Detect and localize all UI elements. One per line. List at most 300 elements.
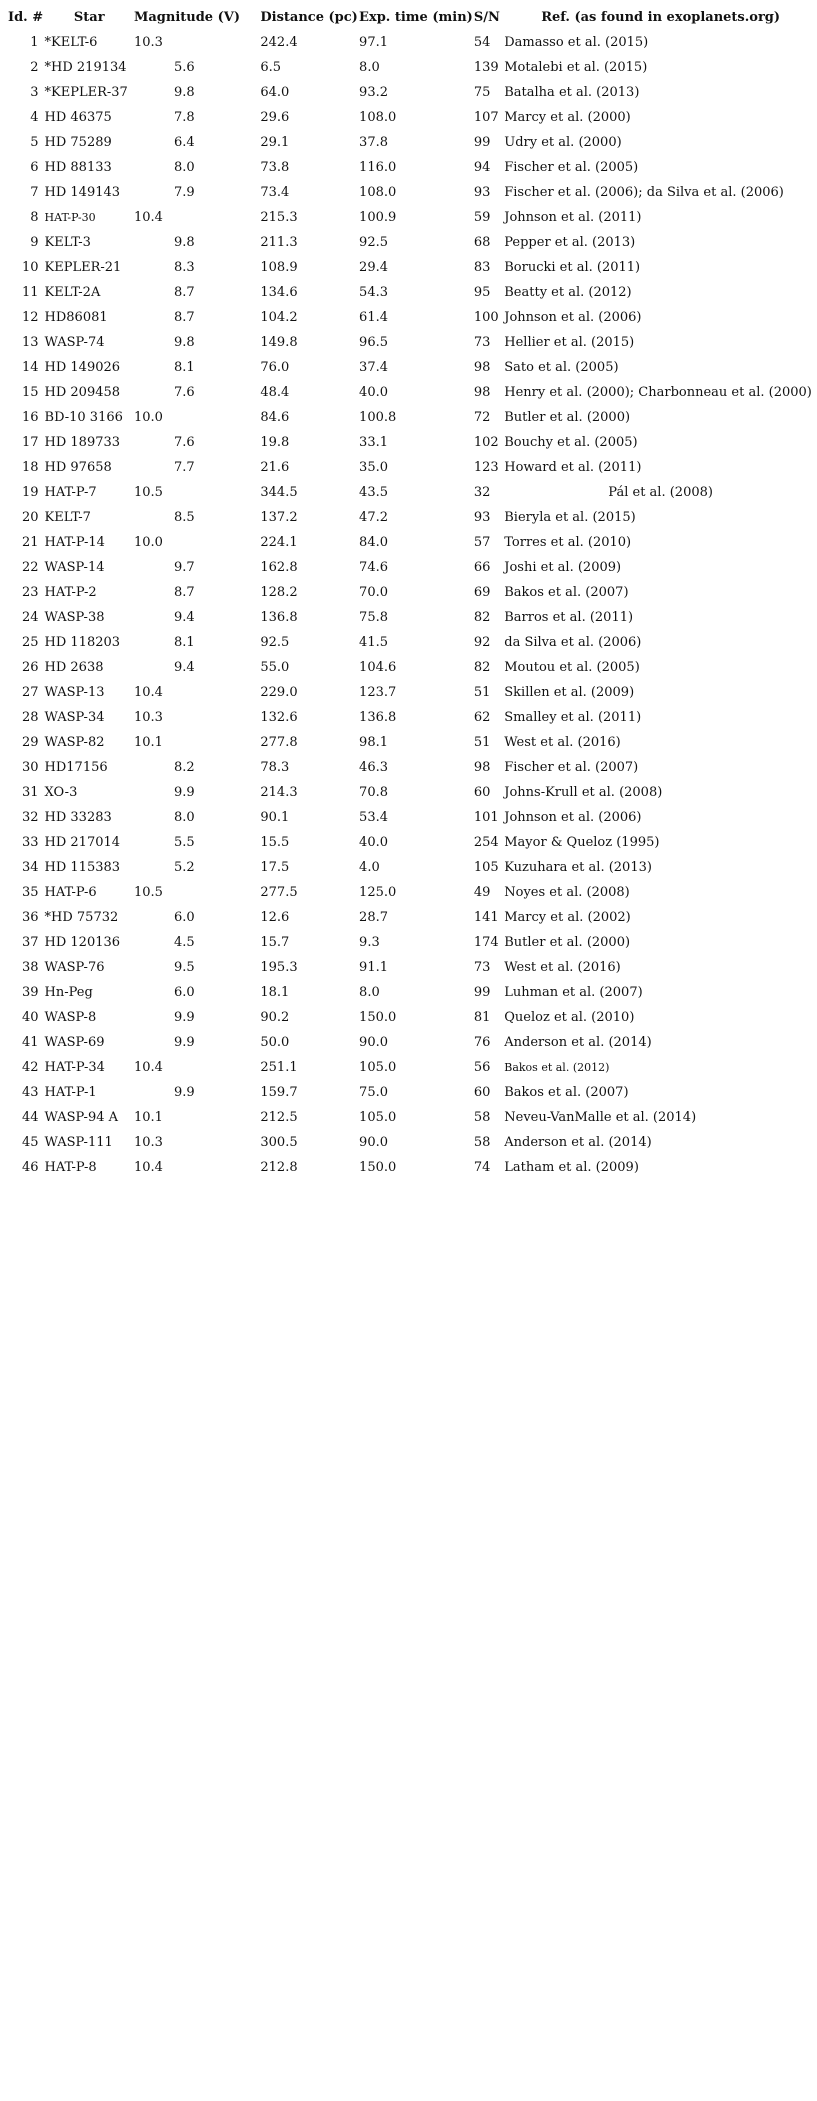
cell-id: 16 [21,410,39,425]
table-row [2,305,817,330]
cell-exposure-time: 75.0 [359,1085,388,1100]
cell-exposure-time: 46.3 [359,760,388,775]
table-row [2,1080,817,1105]
cell-distance: 214.3 [260,785,298,800]
cell-star: HD 46375 [44,110,112,125]
cell-id: 32 [21,810,39,825]
cell-signal-to-noise: 93 [473,185,491,200]
cell-magnitude: 7.6 [173,385,195,400]
cell-signal-to-noise: 73 [473,960,491,975]
cell-magnitude: 8.7 [173,585,195,600]
cell-star: KELT-2A [44,285,101,300]
cell-distance: 76.0 [260,360,290,375]
cell-id: 17 [21,435,39,450]
cell-exposure-time: 40.0 [359,385,388,400]
cell-signal-to-noise: 62 [473,710,491,725]
cell-magnitude: 10.5 [133,885,163,900]
cell-exposure-time: 53.4 [359,810,388,825]
cell-distance: 17.5 [260,860,290,875]
cell-reference: Motalebi et al. (2015) [504,60,648,75]
table-row [2,1055,817,1080]
cell-id: 41 [21,1035,39,1050]
cell-id: 21 [21,535,39,550]
cell-reference: Skillen et al. (2009) [504,685,635,700]
cell-star: HD 88133 [44,160,112,175]
cell-signal-to-noise: 254 [473,835,499,850]
cell-star: HD 75289 [44,135,112,150]
cell-distance: 18.1 [260,985,290,1000]
table-row [2,430,817,455]
cell-signal-to-noise: 101 [473,810,499,825]
table-row [2,530,817,555]
cell-magnitude: 5.5 [173,835,195,850]
cell-star: HAT-P-30 [44,211,96,224]
cell-exposure-time: 91.1 [359,960,388,975]
table-row [2,580,817,605]
cell-signal-to-noise: 54 [473,35,491,50]
cell-distance: 212.8 [260,1160,298,1175]
cell-exposure-time: 90.0 [359,1035,388,1050]
cell-signal-to-noise: 74 [473,1160,491,1175]
cell-star: HAT-P-6 [44,885,97,900]
cell-id: 11 [21,285,39,300]
cell-magnitude: 10.0 [133,535,163,550]
cell-distance: 277.5 [260,885,298,900]
cell-id: 37 [21,935,39,950]
cell-distance: 229.0 [260,685,298,700]
cell-reference: West et al. (2016) [504,735,621,750]
cell-id: 31 [21,785,39,800]
cell-star: HD 209458 [44,385,121,400]
cell-signal-to-noise: 58 [473,1110,491,1125]
cell-id: 19 [21,485,39,500]
cell-reference: da Silva et al. (2006) [504,635,642,650]
cell-signal-to-noise: 58 [473,1135,491,1150]
cell-id: 25 [21,635,39,650]
table-row [2,505,817,530]
cell-magnitude: 8.5 [173,510,195,525]
cell-distance: 159.7 [260,1085,298,1100]
cell-signal-to-noise: 51 [473,735,491,750]
cell-id: 22 [21,560,39,575]
cell-distance: 224.1 [260,535,298,550]
cell-distance: 251.1 [260,1060,298,1075]
cell-reference: Barros et al. (2011) [504,610,634,625]
cell-signal-to-noise: 98 [473,360,491,375]
cell-exposure-time: 33.1 [359,435,388,450]
cell-magnitude: 10.4 [133,1060,163,1075]
cell-reference: Fischer et al. (2005) [504,160,639,175]
cell-distance: 64.0 [260,85,290,100]
cell-star: WASP-74 [44,335,105,350]
cell-star: HD 118203 [44,635,121,650]
cell-exposure-time: 98.1 [359,735,388,750]
cell-exposure-time: 90.0 [359,1135,388,1150]
cell-reference: Mayor & Queloz (1995) [504,835,660,850]
cell-exposure-time: 8.0 [359,985,380,1000]
cell-signal-to-noise: 99 [473,135,491,150]
cell-distance: 12.6 [260,910,290,925]
cell-reference: Bieryla et al. (2015) [504,510,636,525]
cell-magnitude: 9.7 [173,560,195,575]
cell-star: WASP-14 [44,560,105,575]
table-row [2,555,817,580]
cell-star: WASP-8 [44,1010,97,1025]
cell-exposure-time: 96.5 [359,335,388,350]
cell-id: 34 [21,860,39,875]
cell-star: HAT-P-8 [44,1160,97,1175]
cell-exposure-time: 75.8 [359,610,388,625]
table-row [2,805,817,830]
cell-exposure-time: 104.6 [359,660,397,675]
cell-star: XO-3 [44,785,78,800]
cell-star: HD 149026 [44,360,121,375]
cell-reference: Henry et al. (2000); Charbonneau et al. (2000) [504,385,812,400]
cell-signal-to-noise: 139 [473,60,499,75]
cell-id: 42 [21,1060,39,1075]
cell-exposure-time: 70.0 [359,585,388,600]
cell-id: 30 [21,760,39,775]
cell-exposure-time: 37.4 [359,360,388,375]
cell-reference: Udry et al. (2000) [504,135,622,150]
cell-star: HAT-P-2 [44,585,97,600]
cell-magnitude: 10.4 [133,210,163,225]
header-id: Id. # [8,10,44,25]
cell-reference: Johnson et al. (2006) [504,310,642,325]
cell-reference: Moutou et al. (2005) [504,660,640,675]
cell-id: 5 [30,135,39,150]
table-row [2,855,817,880]
cell-id: 29 [21,735,39,750]
cell-signal-to-noise: 32 [473,485,491,500]
cell-id: 8 [30,210,39,225]
cell-reference: Bakos et al. (2007) [504,1085,629,1100]
cell-reference: Johnson et al. (2006) [504,810,642,825]
cell-id: 14 [21,360,39,375]
cell-id: 9 [30,235,39,250]
cell-distance: 195.3 [260,960,298,975]
table-row [2,80,817,105]
cell-magnitude: 9.4 [173,610,195,625]
cell-signal-to-noise: 105 [473,860,499,875]
cell-reference: Smalley et al. (2011) [504,710,642,725]
cell-magnitude: 9.9 [173,1085,195,1100]
cell-reference: Torres et al. (2010) [504,535,632,550]
cell-exposure-time: 47.2 [359,510,388,525]
cell-signal-to-noise: 93 [473,510,491,525]
cell-id: 27 [21,685,39,700]
cell-magnitude: 8.2 [173,760,195,775]
cell-distance: 344.5 [260,485,298,500]
cell-magnitude: 9.5 [173,960,195,975]
cell-exposure-time: 35.0 [359,460,388,475]
cell-signal-to-noise: 66 [473,560,491,575]
cell-magnitude: 10.1 [133,735,163,750]
cell-star: *KELT-6 [44,35,98,50]
cell-signal-to-noise: 59 [473,210,491,225]
table-row [2,980,817,1005]
cell-magnitude: 9.8 [173,235,195,250]
cell-exposure-time: 125.0 [359,885,397,900]
cell-reference: Sato et al. (2005) [504,360,619,375]
cell-reference: Borucki et al. (2011) [504,260,641,275]
cell-exposure-time: 105.0 [359,1060,397,1075]
table-row [2,705,817,730]
cell-star: *HD 75732 [44,910,119,925]
cell-signal-to-noise: 107 [473,110,499,125]
cell-exposure-time: 54.3 [359,285,388,300]
cell-distance: 132.6 [260,710,298,725]
cell-distance: 15.7 [260,935,290,950]
cell-magnitude: 9.9 [173,1010,195,1025]
table-row [2,280,817,305]
cell-star: HD17156 [44,760,108,775]
cell-exposure-time: 108.0 [359,185,397,200]
cell-star: HAT-P-1 [44,1085,97,1100]
cell-magnitude: 9.8 [173,335,195,350]
header-exposure-time: Exp. time (min) [359,10,473,25]
cell-reference: Anderson et al. (2014) [504,1035,652,1050]
cell-reference: Johns-Krull et al. (2008) [504,785,663,800]
cell-exposure-time: 40.0 [359,835,388,850]
cell-id: 3 [30,85,39,100]
cell-star: HAT-P-7 [44,485,97,500]
table-row [2,680,817,705]
cell-magnitude: 8.0 [173,810,195,825]
cell-reference: Bouchy et al. (2005) [504,435,638,450]
cell-exposure-time: 100.8 [359,410,397,425]
cell-magnitude: 10.3 [133,35,163,50]
table-row [2,1130,817,1155]
cell-id: 26 [21,660,39,675]
cell-magnitude: 8.7 [173,285,195,300]
cell-id: 4 [30,110,39,125]
cell-distance: 162.8 [260,560,298,575]
cell-exposure-time: 108.0 [359,110,397,125]
cell-reference: Fischer et al. (2007) [504,760,639,775]
table-row [2,455,817,480]
table-row [2,205,817,230]
cell-signal-to-noise: 99 [473,985,491,1000]
cell-exposure-time: 61.4 [359,310,388,325]
table-row [2,955,817,980]
table-row [2,655,817,680]
cell-id: 33 [21,835,39,850]
cell-magnitude: 10.3 [133,1135,163,1150]
cell-signal-to-noise: 83 [473,260,491,275]
cell-star: WASP-13 [44,685,105,700]
cell-reference: Latham et al. (2009) [504,1160,639,1175]
cell-reference: Pepper et al. (2013) [504,235,636,250]
cell-signal-to-noise: 95 [473,285,491,300]
cell-magnitude: 10.0 [133,410,163,425]
cell-star: WASP-82 [44,735,105,750]
cell-signal-to-noise: 102 [473,435,499,450]
cell-magnitude: 4.5 [173,935,195,950]
cell-signal-to-noise: 141 [473,910,499,925]
cell-id: 38 [21,960,39,975]
cell-exposure-time: 70.8 [359,785,388,800]
cell-id: 46 [21,1160,39,1175]
table-row [2,780,817,805]
cell-reference: Kuzuhara et al. (2013) [504,860,652,875]
cell-exposure-time: 97.1 [359,35,388,50]
cell-distance: 29.6 [260,110,290,125]
cell-star: Hn-Peg [44,985,93,1000]
cell-id: 36 [21,910,39,925]
table-row [2,830,817,855]
cell-id: 45 [21,1135,39,1150]
cell-exposure-time: 116.0 [359,160,397,175]
cell-magnitude: 8.0 [173,160,195,175]
cell-distance: 242.4 [260,35,298,50]
cell-reference: Pál et al. (2008) [608,485,713,500]
cell-reference: Joshi et al. (2009) [504,560,622,575]
table-row [2,1155,817,1180]
cell-id: 12 [21,310,39,325]
cell-star: HAT-P-14 [44,535,105,550]
cell-signal-to-noise: 49 [473,885,491,900]
cell-distance: 21.6 [260,460,290,475]
cell-star: KEPLER-21 [44,260,122,275]
cell-distance: 134.6 [260,285,298,300]
cell-id: 20 [21,510,39,525]
cell-magnitude: 5.2 [173,860,195,875]
table-header-row [2,5,817,30]
cell-signal-to-noise: 69 [473,585,491,600]
cell-magnitude: 10.1 [133,1110,163,1125]
cell-reference: Batalha et al. (2013) [504,85,640,100]
cell-exposure-time: 100.9 [359,210,397,225]
cell-exposure-time: 28.7 [359,910,388,925]
cell-signal-to-noise: 76 [473,1035,491,1050]
cell-magnitude: 9.9 [173,785,195,800]
cell-star: *HD 219134 [44,60,127,75]
cell-magnitude: 8.7 [173,310,195,325]
cell-distance: 277.8 [260,735,298,750]
cell-id: 39 [21,985,39,1000]
cell-magnitude: 10.3 [133,710,163,725]
cell-magnitude: 9.8 [173,85,195,100]
cell-distance: 212.5 [260,1110,298,1125]
table-row [2,480,817,505]
cell-reference: Anderson et al. (2014) [504,1135,652,1150]
table-row [2,180,817,205]
cell-reference: West et al. (2016) [504,960,621,975]
table-row [2,255,817,280]
cell-id: 7 [30,185,39,200]
cell-distance: 50.0 [260,1035,290,1050]
cell-star: WASP-111 [44,1135,113,1150]
cell-signal-to-noise: 73 [473,335,491,350]
cell-distance: 136.8 [260,610,298,625]
cell-distance: 137.2 [260,510,298,525]
cell-distance: 104.2 [260,310,298,325]
cell-star: WASP-76 [44,960,105,975]
header-magnitude: Magnitude (V) [133,10,240,25]
cell-distance: 90.2 [260,1010,290,1025]
cell-star: HD 115383 [44,860,121,875]
table-row [2,230,817,255]
cell-signal-to-noise: 174 [473,935,499,950]
cell-id: 13 [21,335,39,350]
cell-reference: Fischer et al. (2006); da Silva et al. (2006) [504,185,784,200]
cell-distance: 300.5 [260,1135,298,1150]
cell-signal-to-noise: 82 [473,610,491,625]
cell-star: HD86081 [44,310,108,325]
cell-reference: Bakos et al. (2007) [504,585,629,600]
cell-star: *KEPLER-37 [44,85,128,100]
cell-distance: 48.4 [260,385,290,400]
cell-exposure-time: 9.3 [359,935,380,950]
cell-distance: 6.5 [260,60,282,75]
cell-signal-to-noise: 56 [473,1060,491,1075]
cell-distance: 78.3 [260,760,290,775]
cell-star: WASP-34 [44,710,105,725]
cell-magnitude: 6.0 [173,985,195,1000]
cell-star: HD 97658 [44,460,112,475]
cell-star: WASP-94 A [44,1110,119,1125]
cell-signal-to-noise: 92 [473,635,491,650]
cell-star: WASP-38 [44,610,105,625]
cell-star: WASP-69 [44,1035,105,1050]
cell-id: 44 [21,1110,39,1125]
cell-star: HD 217014 [44,835,121,850]
cell-reference: Beatty et al. (2012) [504,285,632,300]
table-row [2,1105,817,1130]
cell-exposure-time: 29.4 [359,260,388,275]
cell-reference: Neveu-VanMalle et al. (2014) [504,1110,697,1125]
table-row [2,55,817,80]
cell-exposure-time: 84.0 [359,535,388,550]
cell-exposure-time: 8.0 [359,60,380,75]
cell-reference: Marcy et al. (2000) [504,110,631,125]
cell-star: HD 33283 [44,810,112,825]
cell-id: 28 [21,710,39,725]
table-row [2,1005,817,1030]
cell-distance: 128.2 [260,585,298,600]
cell-reference: Bakos et al. (2012) [504,1061,610,1074]
cell-distance: 108.9 [260,260,298,275]
cell-signal-to-noise: 68 [473,235,491,250]
cell-magnitude: 10.5 [133,485,163,500]
table-row [2,130,817,155]
cell-distance: 149.8 [260,335,298,350]
cell-star: HD 149143 [44,185,121,200]
cell-reference: Damasso et al. (2015) [504,35,649,50]
cell-exposure-time: 93.2 [359,85,388,100]
cell-distance: 29.1 [260,135,290,150]
cell-exposure-time: 43.5 [359,485,388,500]
cell-star: BD-10 3166 [44,410,123,425]
cell-star: HD 120136 [44,935,121,950]
cell-signal-to-noise: 72 [473,410,491,425]
cell-magnitude: 8.1 [173,635,195,650]
table-row [2,755,817,780]
cell-distance: 215.3 [260,210,298,225]
header-star: Star [73,10,105,25]
header-distance: Distance (pc) [260,10,358,25]
cell-magnitude: 6.4 [173,135,195,150]
cell-magnitude: 9.9 [173,1035,195,1050]
cell-distance: 84.6 [260,410,290,425]
cell-id: 2 [30,60,39,75]
cell-id: 35 [21,885,39,900]
table-row [2,105,817,130]
cell-id: 6 [30,160,39,175]
cell-reference: Noyes et al. (2008) [504,885,630,900]
cell-reference: Marcy et al. (2002) [504,910,631,925]
